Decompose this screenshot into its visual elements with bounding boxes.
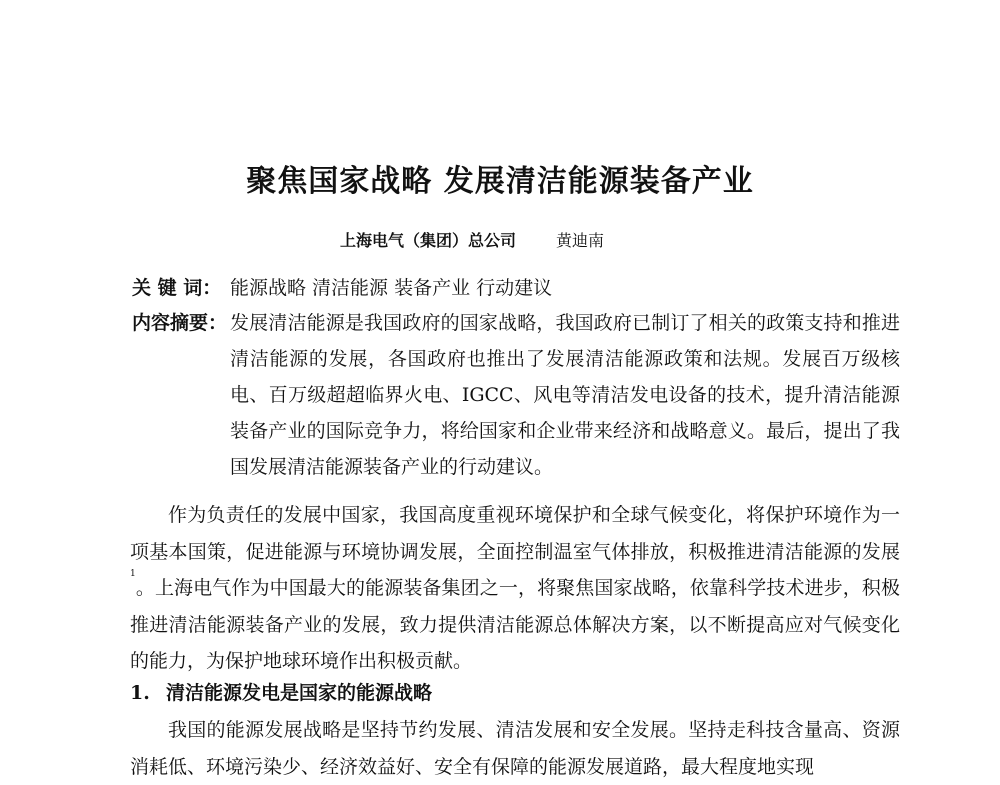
keywords-row <box>132 272 900 304</box>
author-line <box>340 228 604 251</box>
abstract-label: 内容摘要： <box>132 312 228 334</box>
section-title: 清洁能源发电是国家的能源战略 <box>166 682 433 704</box>
section-heading <box>130 678 432 705</box>
section-number: 1. <box>130 682 150 704</box>
intro-text-part1: 作为负责任的发展中国家，我国高度重视环境保护和全球气候变化，将保护环境作为一项基本国策，促进能源与环境协调发展，全面控制温室气体排放，积极推进清洁能源的发展 <box>130 504 900 563</box>
reference-marker: 1 <box>130 569 136 580</box>
keywords-label: 关 键 词： <box>132 277 222 299</box>
author-name: 黄迪南 <box>556 231 605 250</box>
keywords-text: 能源战略 清洁能源 装备产业 行动建议 <box>230 277 553 299</box>
section-paragraph: 我国的能源发展战略是坚持节约发展、清洁发展和安全发展。坚持走科技含量高、资源消耗低、环境污染少、经济效益好、安全有保障的能源发展道路，最大程度地实现 <box>130 719 900 778</box>
abstract-row <box>132 307 900 485</box>
abstract-text: 发展清洁能源是我国政府的国家战略，我国政府已制订了相关的政策支持和推进清洁能源的发展，各国政府也推出了发展清洁能源政策和法规。发展百万级核电、百万级超超临界火电、IGCC、风电等清洁发电设备的技术，提升清洁能源装备产业的国际竞争力，将给国家和企业带来经济和战略意义。最后，提出了我国发展清洁能源装备产业的行动建议。 <box>230 312 900 478</box>
intro-paragraph <box>130 497 900 680</box>
paper-title: 聚焦国家战略 发展清洁能源装备产业 <box>246 164 754 199</box>
intro-text-part2: 。上海电气作为中国最大的能源装备集团之一，将聚焦国家战略，依靠科学技术进步，积极推进清洁能源装备产业的发展，致力提供清洁能源总体解决方案，以不断提高应对气候变化的能力，为保护地球环境作出积极贡献。 <box>130 577 900 673</box>
affiliation: 上海电气（集团）总公司 <box>340 231 517 250</box>
